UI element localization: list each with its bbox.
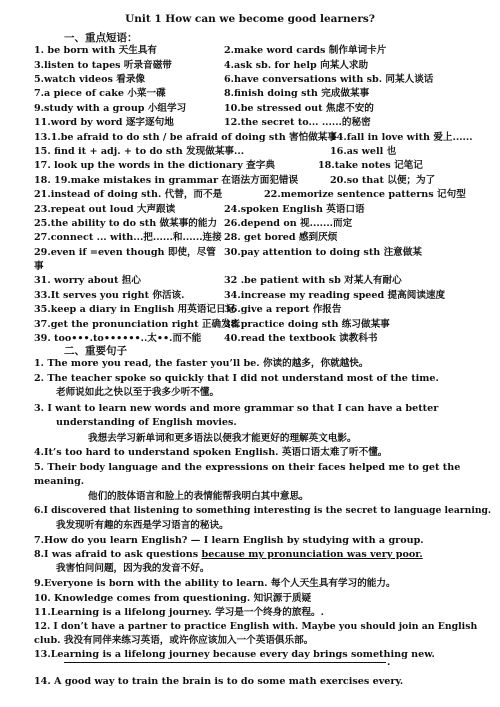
sentence-6-translation: 我发现听有趣的东西是学习语言的秘诀。 [56,520,229,531]
sentence-3: 3. I want to learn new words and more grammar so that I can have a better [34,403,439,414]
phrase-row [34,289,474,303]
phrase-left: 27.connect ... with...把......和......连接 [34,232,222,243]
section-heading-phrases: 一、重点短语： [64,32,138,44]
sentence-1: 1. The more you read, the faster you’ll be. 你读的越多，你就越快。 [34,358,369,369]
sentence-4: 4.It’s too hard to understand spoken English. 英语口语太难了听不懂。 [34,447,388,458]
phrase-row [34,274,474,288]
section-heading-sentences: 二、重要句子 [64,345,127,357]
phrase-left: 1. be born with 天生具有 [34,45,158,56]
sentence-8 [34,548,423,562]
phrase-row [34,217,474,231]
phrase-right: 40.read the textbook 读教科书 [224,333,378,344]
sentence-13: 13.Learning is a lifelong journey because every day brings something new. [34,649,435,660]
phrase-row [34,59,474,73]
phrase-row [34,203,474,217]
phrase-left: 33.It serves you right 你活该. [34,290,185,301]
sentence-11: 11.Learning is a lifelong journey. 学习是一个终身的旅程。. [34,607,324,618]
phrase-row [34,303,474,317]
phrase-row [34,145,474,159]
phrase-right: 20.so that 以便；为了 [330,175,436,186]
sentence-3-translation: 我想去学习新单词和更多语法以便我才能更好的理解英文电影。 [88,433,357,444]
sentence-8-translation: 我害怕问问题，因为我的发音不好。 [56,563,210,574]
phrase-left: 25.the ability to do sth 做某事的能力 [34,218,218,229]
phrase-right: 10.be stressed out 焦虑不安的 [224,103,374,114]
phrase-left: 7.a piece of cake 小菜一碟 [34,88,166,99]
phrase-right: 18.take notes 记笔记 [318,160,423,171]
phrase-left: 17. look up the words in the dictionary 查字典 [34,160,275,171]
phrase-row [34,260,474,274]
phrase-left: 9.study with a group 小组学习 [34,103,187,114]
phrase-left: 11.word by word 逐字逐句地 [34,117,174,128]
phrase-row [34,246,474,260]
phrase-left: 37.get the pronunciation right 正确发音 [34,319,241,330]
phrase-left: 13.1.be afraid to do sth / be afraid of doing sth 害怕做某事 [34,132,337,143]
sentence-5-cont: meaning. [34,476,85,487]
phrase-right: 28. get bored 感到厌烦 [224,232,338,243]
sentence-8-underlined: because my pronunciation was very poor. [201,549,423,560]
phrase-left: 31. worry about 担心 [34,275,141,286]
phrase-left: 23.repeat out loud 大声跟读 [34,204,176,215]
sentence-9: 9.Everyone is born with the ability to learn. 每个人天生具有学习的能力。 [34,578,396,589]
sentence-12: 12. I don’t have a partner to practice English with. Maybe you should join an English [34,621,478,632]
sentence-5-translation: 他们的肢体语言和脸上的表情能帮我明白其中意思。 [88,491,309,502]
phrase-row [34,318,474,332]
phrase-right: 2.make word cards 制作单词卡片 [224,45,387,56]
sentence-5: 5. Their body language and the expressions on their faces helped me to get the [34,462,461,473]
phrase-left: 39. too•••.to••••••..太••.而不能 [34,333,202,344]
phrase-left: 事 [34,261,44,272]
phrase-left: 29.even if =even though 即使，尽管 [34,247,216,258]
phrase-right: 12.the secret to... ......的秘密 [224,117,371,128]
phrase-right: 22.memorize sentence patterns 记句型 [264,189,466,200]
phrase-left: 21.instead of doing sth. 代替，而不是 [34,189,223,200]
phrase-left: 5.watch videos 看录像 [34,74,146,85]
phrase-right: 14.fall in love with 爱上...... [330,132,473,143]
answer-line [64,662,386,663]
phrase-row [34,87,474,101]
phrase-right: 34.increase my reading speed 提高阅读速度 [224,290,446,301]
phrase-right: 30.pay attention to doing sth 注意做某 [224,247,422,258]
phrase-right: 6.have conversations with sb. 同某人谈话 [224,74,434,85]
sentence-8-start: 8.I was afraid to ask questions [34,549,202,560]
phrase-right: 26.depend on 视.......而定 [224,218,353,229]
phrase-right: 24.spoken English 英语口语 [224,204,365,215]
phrase-row [34,188,474,202]
phrase-left: 35.keep a diary in English 用英语记日记 [34,304,236,315]
phrase-row [34,174,474,188]
page-title: Unit 1 How can we become good learners? [125,13,375,25]
sentence-7: 7.How do you learn English? — I learn English by studying with a group. [34,535,424,546]
phrase-right: 4.ask sb. for help 向某人求助 [224,60,369,71]
phrase-left: 18. 19.make mistakes in grammar 在语法方面犯错误 [34,175,299,186]
sentence-14: 14. A good way to train the brain is to do some math exercises every. [34,676,404,687]
phrase-right: 36.give a report 作报告 [224,304,342,315]
phrase-right: 32 .be patient with sb 对某人有耐心 [224,275,402,286]
sentence-12-cont: club. 我没有同伴来练习英语，或许你应该加入一个英语俱乐部。 [34,635,314,646]
sentence-6: 6.I discovered that listening to something interesting is the secret to language learning. [34,505,492,516]
phrase-row [34,102,474,116]
phrase-row [34,159,474,173]
sentence-2: 2. The teacher spoke so quickly that I did not understand most of the time. [34,373,439,384]
phrase-row [34,73,474,87]
phrase-row [34,231,474,245]
answer-line-dot: . [387,657,391,668]
phrase-right: 16.as well 也 [330,146,397,157]
sentence-2-translation: 老师说如此之快以至于我多少听不懂。 [56,387,220,398]
sentence-10: 10. Knowledge comes from questioning. 知识源于质疑 [34,593,312,604]
phrase-right: 8.finish doing sth 完成做某事 [224,88,370,99]
phrase-left: 3.listen to tapes 听录音磁带 [34,60,172,71]
sentence-3-cont: understanding of English movies. [56,417,237,428]
phrase-left: 15. find it + adj. + to do sth 发现做某事... [34,146,245,157]
phrase-row [34,116,474,130]
phrase-row [34,131,474,145]
phrase-right: 38.practice doing sth 练习做某事 [224,319,390,330]
phrase-row [34,44,474,58]
